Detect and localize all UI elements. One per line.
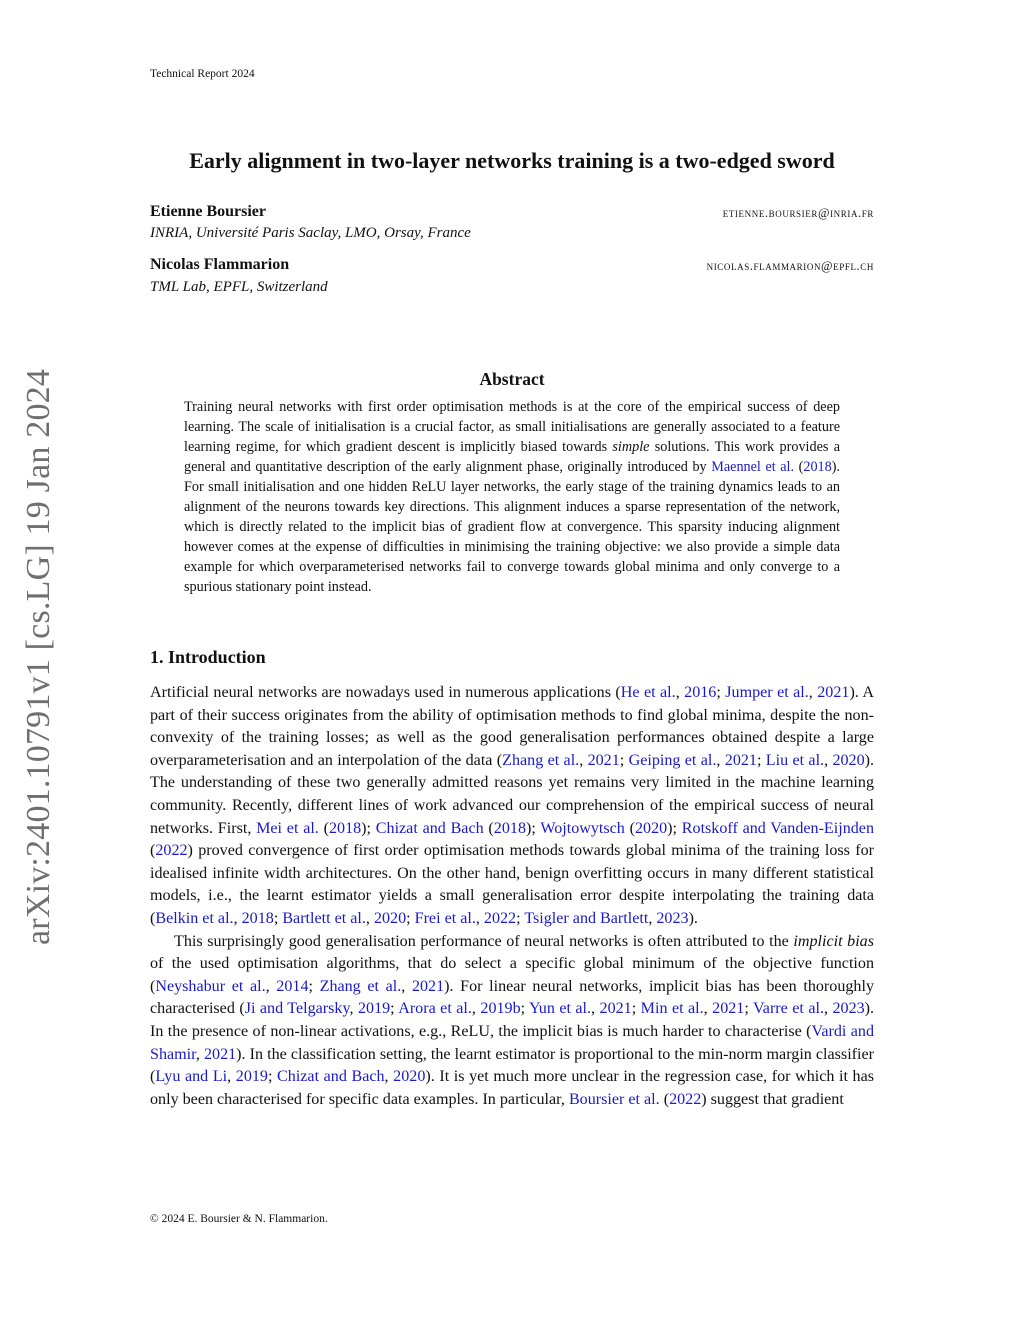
- citation-link[interactable]: 2021: [411, 977, 445, 995]
- citation-link[interactable]: 2020: [832, 751, 865, 769]
- citation-link[interactable]: Rotskoff and Vanden-Eijnden: [681, 819, 874, 837]
- citation-link[interactable]: Lyu and Li: [155, 1068, 228, 1086]
- citation-link[interactable]: Chizat and Bach: [375, 819, 484, 837]
- citation-link[interactable]: Arora et al.: [398, 1000, 472, 1018]
- citation-link[interactable]: 2021: [724, 751, 757, 769]
- copyright-footer: © 2024 E. Boursier & N. Flammarion.: [150, 1213, 328, 1225]
- citation-link[interactable]: 2018: [241, 909, 274, 927]
- citation-link[interactable]: 2019: [357, 1000, 391, 1018]
- section-heading-introduction: 1. Introduction: [150, 647, 266, 667]
- citation-link[interactable]: 2022: [669, 1090, 702, 1108]
- citation-link[interactable]: Boursier et al.: [568, 1090, 660, 1108]
- citation-link[interactable]: Zhang et al.: [502, 751, 580, 769]
- citation-link[interactable]: 2020: [373, 909, 407, 927]
- citation-link[interactable]: Ji and Telgarsky: [244, 1000, 350, 1018]
- citation-link[interactable]: 2021: [599, 1000, 632, 1018]
- citation-link[interactable]: Geiping et al.: [628, 751, 717, 769]
- citation-link[interactable]: Mei et al.: [256, 819, 319, 837]
- author-name-2: Nicolas Flammarion: [150, 256, 290, 273]
- citation-link[interactable]: Neyshabur et al.: [155, 977, 266, 995]
- citation-link[interactable]: Jumper et al.: [725, 684, 809, 701]
- citation-link[interactable]: Yun et al.: [528, 1000, 592, 1018]
- citation-link[interactable]: 2019b: [480, 1000, 521, 1018]
- citation-link[interactable]: Chizat and Bach: [277, 1068, 385, 1086]
- citation-link[interactable]: 2016: [684, 684, 717, 701]
- citation-link[interactable]: Varre et al.: [752, 1000, 824, 1018]
- author-email-2: nicolas.flammarion@epfl.ch: [706, 259, 874, 273]
- citation-link[interactable]: 2021: [587, 751, 620, 769]
- author-name-1: Etienne Boursier: [150, 203, 266, 220]
- citation-link[interactable]: Maennel et al.: [711, 459, 795, 476]
- citation-link[interactable]: 2019: [235, 1068, 268, 1086]
- citation-link[interactable]: Min et al.: [640, 1000, 704, 1018]
- citation-link[interactable]: Frei et al.: [414, 909, 476, 927]
- citation-link[interactable]: 2018: [493, 819, 526, 837]
- citation-link[interactable]: Liu et al.: [765, 751, 825, 769]
- author-affiliation-1: INRIA, Université Paris Saclay, LMO, Orsay, France: [150, 225, 471, 241]
- citation-link[interactable]: 2023: [832, 1000, 865, 1018]
- citation-link[interactable]: Zhang et al.: [319, 977, 402, 995]
- citation-link[interactable]: Tsigler and Bartlett: [524, 909, 649, 927]
- citation-link[interactable]: 2014: [276, 977, 309, 995]
- citation-link[interactable]: He et al.: [620, 684, 676, 701]
- introduction-body: [150, 682, 874, 1111]
- citation-link[interactable]: 2022: [483, 909, 517, 927]
- citation-link[interactable]: 2020: [393, 1068, 426, 1086]
- author-email-1: etienne.boursier@inria.fr: [722, 206, 874, 220]
- citation-link[interactable]: Vardi and Shamir: [150, 1022, 875, 1063]
- paragraph-1: Artificial neural networks are nowadays used in numerous applications (He et al., 2016; Jumper et al., 2021). A part of their success originates from the ability of optimisation methods to find global minima, despite the non-convexity of the training losses; as well as the good generalisation performances obtained despite a large overparameterisation and an interpolation of the data (Zhang et al., 2021; Geiping et al., 2021; Liu et al., 2020). The understanding of these two generally admitted reasons yet remains very limited in the machine learning community. Recently, different lines of work advanced our comprehension of the empirical success of neural networks. First, Mei et al. (2018); Chizat and Bach (2018); Wojtowytsch (2020); Rotskoff and Vanden-Eijnden (2022) proved convergence of first order optimisation methods towards global minima of the training loss for idealised infinite width architectures. On the other hand, benign overfitting occurs in many different statistical models, i.e., the learnt estimator yields a small generalisation error despite interpolating the training data (Belkin et al., 2018; Bartlett et al., 2020; Frei et al., 2022; Tsigler and Bartlett, 2023).: [150, 684, 875, 927]
- citation-link[interactable]: Belkin et al.: [155, 909, 234, 927]
- citation-link[interactable]: 2018: [328, 819, 362, 837]
- arxiv-side-identifier: arXiv:2401.10791v1 [cs.LG] 19 Jan 2024: [20, 368, 57, 945]
- paragraph-2: This surprisingly good generalisation performance of neural networks is often attributed to the implicit bias of the used optimisation algorithms, that do select a specific global minimum of the objective function (Neyshabur et al., 2014; Zhang et al., 2021). For linear neural networks, implicit bias has been thoroughly characterised (Ji and Telgarsky, 2019; Arora et al., 2019b; Yun et al., 2021; Min et al., 2021; Varre et al., 2023). In the presence of non-linear activations, e.g., ReLU, the implicit bias is much harder to characterise (Vardi and Shamir, 2021). In the classification setting, the learnt estimator is proportional to the min-norm margin classifier (Lyu and Li, 2019; Chizat and Bach, 2020). It is yet much more unclear in the regression case, for which it has only been characterised for specific data examples. In particular, Boursier et al. (2022) suggest that gradient: [150, 932, 875, 1108]
- citation-link[interactable]: 2023: [656, 909, 689, 927]
- citation-link[interactable]: Wojtowytsch: [540, 819, 625, 837]
- citation-link[interactable]: 2021: [712, 1000, 745, 1018]
- abstract-body: Training neural networks with first order optimisation methods is at the core of the empirical success of deep learning. The scale of initialisation is a crucial factor, as small initialisations are generally associated to a feature learning regime, for which gradient descent is implicitly biased towards simple solutions. This work provides a general and quantitative description of the early alignment phase, originally introduced by Maennel et al. (2018). For small initialisation and one hidden ReLU layer networks, the early stage of the training dynamics leads to an alignment of the neurons towards key directions. This alignment induces a sparse representation of the network, which is directly related to the implicit bias of gradient flow at convergence. This sparsity inducing alignment however comes at the expense of difficulties in minimising the training objective: we also provide a simple data example for which overparameterised networks fail to converge towards global minima and only converge to a spurious stationary point instead.: [184, 399, 840, 596]
- citation-link[interactable]: 2021: [203, 1045, 237, 1063]
- citation-link[interactable]: 2018: [803, 459, 832, 476]
- citation-link[interactable]: Bartlett et al.: [282, 909, 366, 927]
- citation-link[interactable]: 2022: [155, 842, 188, 860]
- abstract-heading: Abstract: [479, 369, 545, 389]
- citation-link[interactable]: 2021: [817, 684, 850, 701]
- citation-link[interactable]: 2020: [634, 819, 668, 837]
- paper-title: Early alignment in two-layer networks training is a two-edged sword: [189, 148, 835, 173]
- author-affiliation-2: TML Lab, EPFL, Switzerland: [150, 279, 328, 295]
- running-header: Technical Report 2024: [150, 68, 255, 80]
